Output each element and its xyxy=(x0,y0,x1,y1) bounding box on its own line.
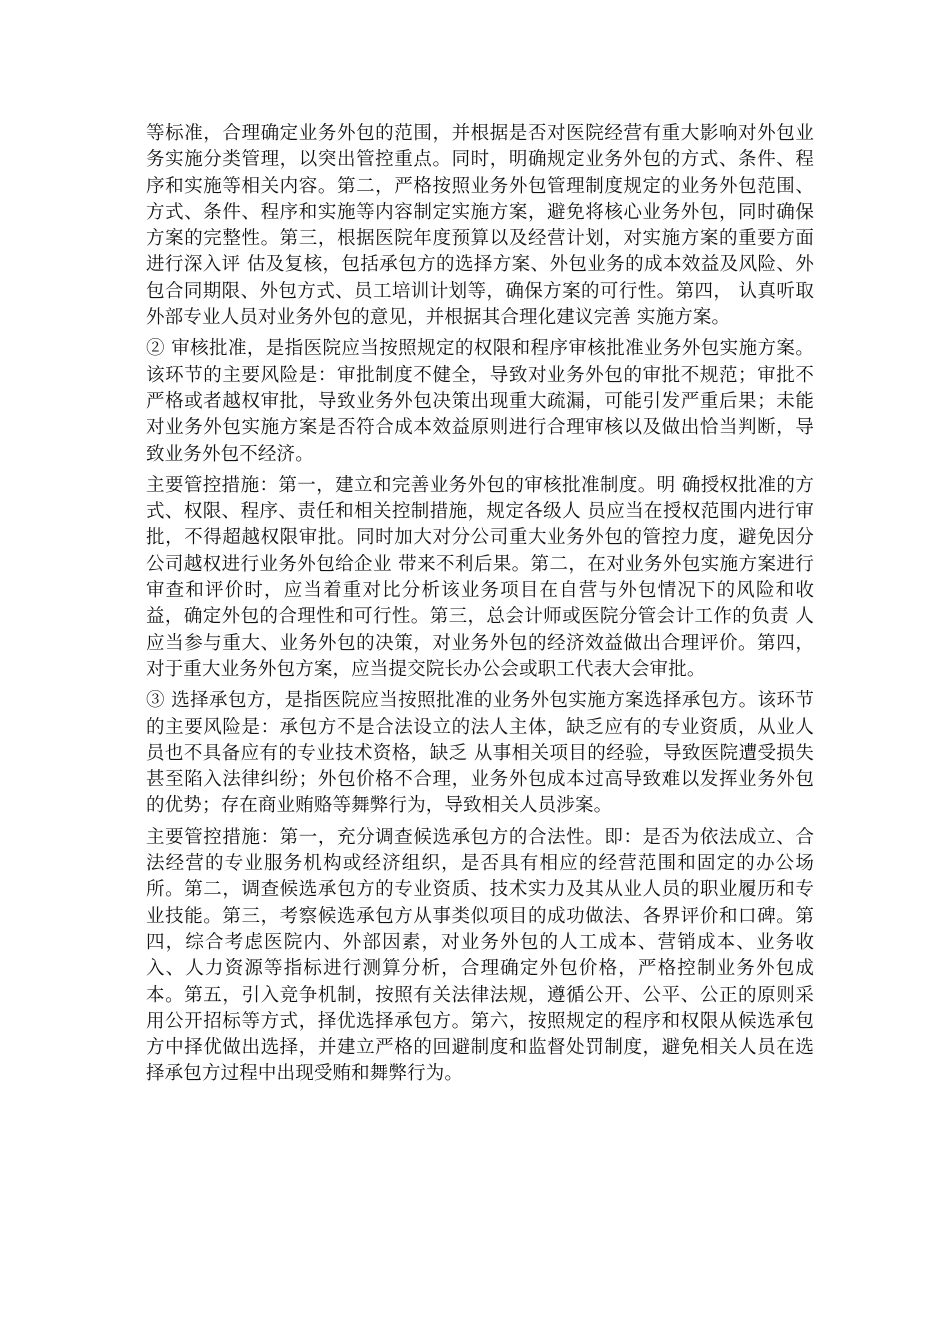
paragraph-review-approval: ② 审核批准，是指医院应当按照规定的权限和程序审核批准业务外包实施方案。该环节的主要风险是：审批制度不健全，导致对业务外包的审批不规范；审批不严格或者越权审批，导致业务外包决策出现重大疏漏，可能引发严重后果；未能对业务外包实施方案是否符合成本效益原则进行合理审核以及做出恰当判断，导致业务外包不经济。 xyxy=(146,338,814,465)
paragraph-outsourcing-scope: 等标准，合理确定业务外包的范围，并根据是否对医院经营有重大影响对外包业务实施分类管理，以突出管控重点。同时，明确规定业务外包的方式、条件、程序和实施等相关内容。第二，严格按照业务外包管理制度规定的业务外包范围、方式、条件、程序和实施等内容制定实施方案，避免将核心业务外包，同时确保方案的完整性。第三，根据医院年度预算以及经营计划，对实施方案的重要方面进行深入评 估及复核，包括承包方的选择方案、外包业务的成本效益及风险、外 包合同期限、外包方式、员工培训计划等，确保方案的可行性。第四， 认真听取外部专业人员对业务外包的意见，并根据其合理化建议完善 实施方案。 xyxy=(146,123,814,329)
paragraph-contractor-controls: 主要管控措施：第一，充分调查候选承包方的合法性。即：是否为依法成立、合法经营的专业服务机构或经济组织，是否具有相应的经营范围和固定的办公场所。第二，调查候选承包方的专业资质、技术实力及其从业人员的职业履历和专业技能。第三，考察候选承包方从事类似项目的成功做法、各界评价和口碑。第四，综合考虑医院内、外部因素，对业务外包的人工成本、营销成本、业务收入、人力资源等指标进行测算分析，合理确定外包价格，严格控制业务外包成本。第五，引入竞争机制，按照有关法律法规，遵循公开、公平、公正的原则采用公开招标等方式，择优选择承包方。第六，按照规定的程序和权限从候选承包方中择优做出选择，并建立严格的回避制度和监督处罚制度，避免相关人员在选择承包方过程中出现受贿和舞弊行为。 xyxy=(146,826,814,1085)
document-body xyxy=(146,121,814,1093)
paragraph-select-contractor: ③ 选择承包方，是指医院应当按照批准的业务外包实施方案选择承包方。该环节的主要风险是：承包方不是合法设立的法人主体，缺乏应有的专业资质，从业人员也不具备应有的专业技术资格，缺乏 从事相关项目的经验，导致医院遭受损失甚至陷入法律纠纷；外包价格不合理，业务外包成本过高导致难以发挥业务外包的优势；存在商业贿赂等舞弊行为，导致相关人员涉案。 xyxy=(146,690,814,817)
paragraph-approval-controls: 主要管控措施：第一，建立和完善业务外包的审核批准制度。明 确授权批准的方式、权限、程序、责任和相关控制措施，规定各级人 员应当在授权范围内进行审批，不得超越权限审批。同时加大对分公司重大业务外包的管控力度，避免因分公司越权进行业务外包给企业 带来不利后果。第二，在对业务外包实施方案进行审查和评价时，应当着重对比分析该业务项目在自营与外包情况下的风险和收益，确定外包的合理性和可行性。第三，总会计师或医院分管会计工作的负责 人应当参与重大、业务外包的决策，对业务外包的经济效益做出合理评价。第四，对于重大业务外包方案，应当提交院长办公会或职工代表大会审批。 xyxy=(146,474,814,680)
